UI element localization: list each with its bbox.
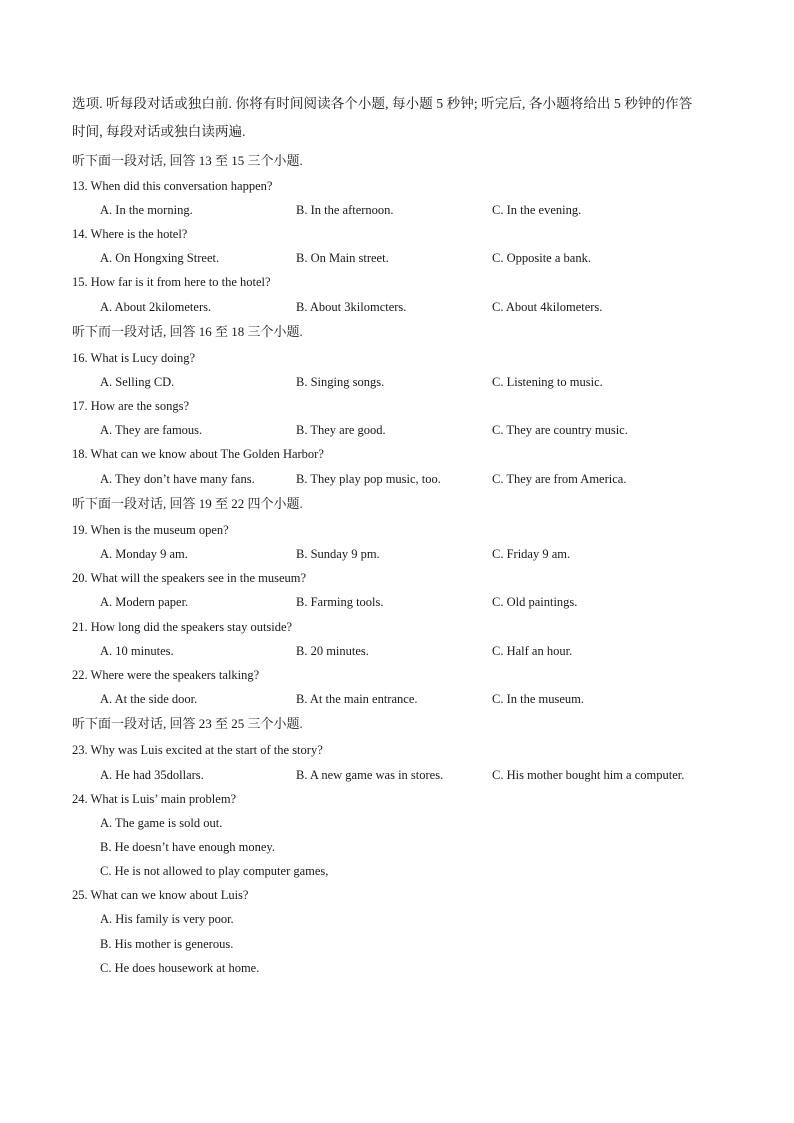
option-13-c: C. In the evening. xyxy=(492,203,582,217)
option-25-a: A. His family is very poor. xyxy=(100,912,234,926)
option-16-c: C. Listening to music. xyxy=(492,375,603,389)
question-23: 23. Why was Luis excited at the start of the story? xyxy=(72,743,323,757)
question-25: 25. What can we know about Luis? xyxy=(72,888,249,902)
option-17-a: A. They are famous. xyxy=(100,423,203,437)
option-24-b: B. He doesn’t have enough money. xyxy=(100,840,275,854)
option-13-b: B. In the afternoon. xyxy=(296,203,394,217)
option-14-a: A. On Hongxing Street. xyxy=(100,251,220,265)
option-20-b: B. Farming tools. xyxy=(296,595,384,609)
option-25-c: C. He does housework at home. xyxy=(100,961,260,975)
option-17-c: C. They are country music. xyxy=(492,423,628,437)
option-19-c: C. Friday 9 am. xyxy=(492,547,571,561)
intro-line-1: 选项. 听每段对话或独白前. 你将有时间阅读各个小题, 每小题 5 秒钟; 听完后, 各小题将给出 5 秒钟的作答 xyxy=(72,96,693,111)
question-13: 13. When did this conversation happen? xyxy=(72,179,273,193)
question-20: 20. What will the speakers see in the museum? xyxy=(72,571,307,585)
question-19: 19. When is the museum open? xyxy=(72,523,229,537)
question-17: 17. How are the songs? xyxy=(72,399,189,413)
option-15-b: B. About 3kilomcters. xyxy=(296,300,407,314)
option-21-c: C. Half an hour. xyxy=(492,644,573,658)
option-23-b: B. A new game was in stores. xyxy=(296,768,444,782)
option-13-a: A. In the morning. xyxy=(100,203,193,217)
section-header-19-22: 听下面一段对话, 回答 19 至 22 四个小题. xyxy=(72,496,303,511)
option-22-c: C. In the museum. xyxy=(492,692,585,706)
section-header-23-25: 听下面一段对话, 回答 23 至 25 三个小题. xyxy=(72,716,303,731)
question-16: 16. What is Lucy doing? xyxy=(72,351,196,365)
option-21-b: B. 20 minutes. xyxy=(296,644,369,658)
option-22-b: B. At the main entrance. xyxy=(296,692,418,706)
question-14: 14. Where is the hotel? xyxy=(72,227,188,241)
option-22-a: A. At the side door. xyxy=(100,692,198,706)
option-20-a: A. Modern paper. xyxy=(100,595,189,609)
question-24: 24. What is Luis’ main problem? xyxy=(72,792,237,806)
question-15: 15. How far is it from here to the hotel? xyxy=(72,275,271,289)
question-22: 22. Where were the speakers talking? xyxy=(72,668,260,682)
option-14-b: B. On Main street. xyxy=(296,251,389,265)
option-23-a: A. He had 35dollars. xyxy=(100,768,204,782)
option-23-c: C. His mother bought him a computer. xyxy=(492,768,685,782)
option-17-b: B. They are good. xyxy=(296,423,386,437)
option-18-c: C. They are from America. xyxy=(492,472,627,486)
option-19-b: B. Sunday 9 pm. xyxy=(296,547,380,561)
section-header-16-18: 听下而一段对话, 回答 16 至 18 三个小题. xyxy=(72,324,303,339)
option-24-c: C. He is not allowed to play computer games, xyxy=(100,864,329,878)
option-15-a: A. About 2kilometers. xyxy=(100,300,212,314)
option-25-b: B. His mother is generous. xyxy=(100,937,234,951)
option-16-a: A. Selling CD. xyxy=(100,375,175,389)
option-18-a: A. They don’t have many fans. xyxy=(100,472,255,486)
option-18-b: B. They play pop music, too. xyxy=(296,472,441,486)
option-14-c: C. Opposite a bank. xyxy=(492,251,591,265)
option-19-a: A. Monday 9 am. xyxy=(100,547,188,561)
option-16-b: B. Singing songs. xyxy=(296,375,385,389)
option-15-c: C. About 4kilometers. xyxy=(492,300,603,314)
section-header-13-15: 听下面一段对话, 回答 13 至 15 三个小题. xyxy=(72,153,303,168)
option-21-a: A. 10 minutes. xyxy=(100,644,174,658)
intro-line-2: 时间, 每段对话或独白读两遍. xyxy=(72,124,246,139)
question-18: 18. What can we know about The Golden Harbor? xyxy=(72,447,324,461)
question-21: 21. How long did the speakers stay outside? xyxy=(72,620,293,634)
option-24-a: A. The game is sold out. xyxy=(100,816,223,830)
option-20-c: C. Old paintings. xyxy=(492,595,578,609)
